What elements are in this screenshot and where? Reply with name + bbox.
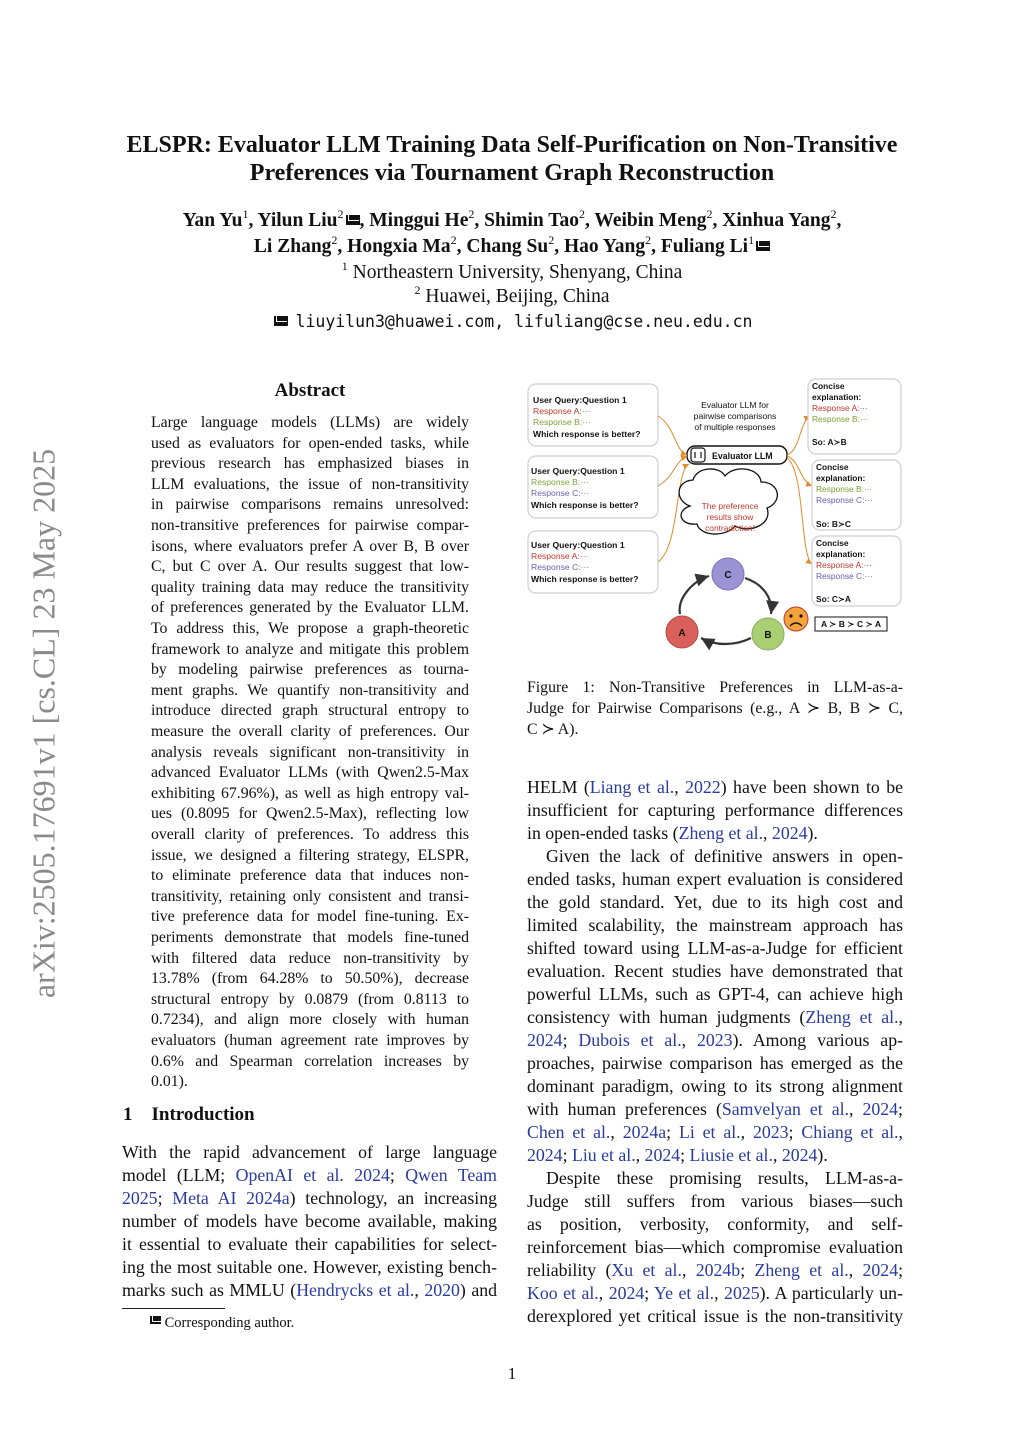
citation-link[interactable]: Samvelyan et al.: [721, 1099, 850, 1119]
author-line-1: Yan Yu$^1$, Yilun Liu$^2$ , Minggui He$^2$, Shimin Tao$^2$, Weibin Meng$^2$, Xinhua Yang$^2$,: [182, 207, 842, 231]
abstract-line: Large language models (LLMs) are widely: [151, 414, 469, 431]
abstract-line: non-transitive preferences for pairwise compar-: [151, 517, 469, 534]
citation-link[interactable]: Zheng et al.: [678, 823, 764, 843]
abstract-line: with filtered data reduce non-transitivity by: [151, 949, 469, 967]
abstract-line: by modeling pairwise preferences as tourna-: [151, 661, 469, 679]
footnote: Corresponding author.: [148, 1315, 294, 1332]
body-line: Judge still suffers from various biases—such: [527, 1191, 903, 1211]
emails: liuyilun3@huawei.com, lifuliang@cse.neu.edu.cn: [100, 312, 924, 331]
evaluator-title: pairwise comparisons: [693, 411, 777, 421]
abstract-line: issue, we designed a filtering strategy, ELSPR,: [151, 846, 469, 864]
citation-link[interactable]: 2024: [862, 1260, 899, 1280]
abstract-line: quality training data may reduce the transitivity: [151, 578, 469, 596]
svg-text:Response C:···: Response C:···: [816, 495, 873, 505]
envelope-icon: [346, 215, 360, 225]
evaluator-label: Evaluator LLM: [712, 451, 773, 461]
body-line: with human preferences (Samvelyan et al., 2024;: [527, 1099, 903, 1119]
citation-link[interactable]: Koo et al.: [527, 1283, 599, 1303]
abstract-line: C, but C over A. Our results suggest that low-: [151, 558, 469, 576]
body-line: derexplored yet critical issue is the non-transitivity: [527, 1306, 903, 1326]
abstract-line: 0.6% and Spearman correlation increases by: [151, 1052, 469, 1070]
body-line: Despite these promising results, LLM-as-a-: [546, 1168, 903, 1188]
cycle-label: A ≻ B ≻ C ≻ A: [820, 619, 882, 629]
abstract-line: evaluators (human agreement rate improves by: [151, 1032, 469, 1049]
svg-text:So: C≻A: So: C≻A: [816, 594, 851, 604]
citation-link[interactable]: Liu et al.: [571, 1145, 636, 1165]
response-a-label: Response A:···: [533, 406, 591, 416]
svg-text:C: C: [724, 570, 732, 581]
output-box-1: [808, 379, 901, 454]
abstract-line: advanced Evaluator LLMs (with Qwen2.5-Max: [151, 764, 469, 782]
figure-caption: Figure 1: Non-Transitive Preferences in LLM-as-a- Judge for Pairwise Comparisons (e.g., A ≻ B, B ≻ C, C ≻ A).: [527, 679, 903, 738]
intro-line: ing the most suitable one. However, existing bench-: [122, 1257, 497, 1277]
citation-link[interactable]: 2024: [862, 1099, 899, 1119]
abstract-line: of preferences generated by the Evaluator LLM.: [151, 599, 469, 617]
abstract-line: measure the overall clarity of preferences. Our: [151, 723, 469, 740]
citation-link[interactable]: Chiang et al.: [801, 1122, 899, 1142]
svg-text:Concise: Concise: [812, 381, 845, 391]
citation-link[interactable]: 2022: [685, 777, 721, 797]
query-box-2: [528, 456, 658, 518]
abstract-line: isons, where evaluators prefer A over B, B over: [151, 537, 469, 555]
body-line: evaluation. Recent studies have demonstrated that: [527, 961, 903, 981]
robot-icon: [691, 448, 705, 462]
evaluator-title: Evaluator LLM for: [701, 400, 769, 410]
abstract-line: transitivity, retaining only consistent and transi-: [151, 887, 469, 905]
svg-text:The preference: The preference: [701, 501, 759, 511]
evaluator-llm-box: [687, 446, 787, 464]
query-question: Which response is better?: [531, 574, 639, 584]
abstract-line: framework to analyze and mitigate this problem: [151, 640, 469, 658]
abstract-line: LLM evaluations, the issue of non-transitivity: [151, 475, 469, 493]
svg-text:contradiction!: contradiction!: [705, 523, 755, 533]
abstract-line: ues (0.8095 for Qwen2.5-Max), reflecting low: [151, 805, 469, 823]
body-line: limited scalability, the mainstream approach has: [527, 915, 903, 935]
abstract-line: ment graphs. We quantify non-transitivity and: [151, 681, 469, 699]
abstract-line: To address this, We propose a graph-theoretic: [151, 620, 469, 637]
svg-text:Concise: Concise: [816, 538, 849, 548]
intro-line: number of models have become available, making: [122, 1211, 497, 1231]
citation-link[interactable]: Dubois et al.: [578, 1030, 682, 1050]
abstract-line: exhibiting 67.96%), as well as high entropy val-: [151, 784, 469, 802]
abstract-line: structural entropy by 0.0879 (from 0.8113 to: [151, 990, 469, 1008]
svg-text:explanation:: explanation:: [812, 392, 862, 402]
citation-link[interactable]: 2025: [724, 1283, 760, 1303]
sad-face-icon: [784, 607, 808, 631]
abstract-line: to eliminate preference data that induces non-: [151, 867, 469, 885]
body-line: proaches, pairwise comparison has emerged as the: [527, 1053, 903, 1073]
intro-line: model (LLM; OpenAI et al. 2024; Qwen Team: [122, 1165, 498, 1185]
body-line: in open-ended tasks (Zheng et al., 2024).: [527, 823, 818, 843]
citation-link[interactable]: Meta AI 2024a: [172, 1188, 290, 1208]
body-line: Chen et al., 2024a; Li et al., 2023; Chiang et al.,: [527, 1122, 903, 1142]
body-line: dominant paradigm, owing to its strong alignment: [527, 1076, 903, 1096]
page-number: 1: [507, 1364, 517, 1383]
response-b-label: Response B:···: [533, 417, 591, 427]
query-box-1: [528, 384, 658, 446]
citation-link[interactable]: 2024: [644, 1145, 681, 1165]
svg-text:So: A≻B: So: A≻B: [812, 437, 847, 447]
query-question: Which response is better?: [533, 429, 641, 439]
body-line: 2024; Dubois et al., 2023). Among various ap-: [527, 1030, 904, 1050]
edge-c-b: [745, 578, 771, 614]
citation-link[interactable]: 2025: [122, 1188, 158, 1208]
citation-link[interactable]: 2020: [424, 1280, 460, 1300]
output-box-3: [812, 536, 901, 606]
abstract-line: 0.01).: [151, 1073, 188, 1091]
citation-link[interactable]: 2023: [752, 1122, 789, 1142]
citation-link[interactable]: Zheng et al.: [754, 1260, 849, 1280]
svg-text:Response A:···: Response A:···: [816, 560, 872, 570]
title-line-2: Preferences via Tournament Graph Reconstruction: [249, 160, 775, 186]
svg-text:So: B≻C: So: B≻C: [816, 519, 851, 529]
citation-link[interactable]: Qwen Team: [405, 1165, 498, 1185]
citation-link[interactable]: 2024: [781, 1145, 818, 1165]
svg-text:Response B:···: Response B:···: [816, 484, 873, 494]
body-line: powerful LLMs, such as GPT-4, can achieve high: [527, 984, 903, 1004]
citation-link[interactable]: 2024a: [622, 1122, 667, 1142]
footnote-rule: [122, 1308, 225, 1309]
abstract-line: 13.78% (from 64.28% to 50.50%), decrease: [151, 970, 469, 988]
svg-text:Concise: Concise: [816, 462, 849, 472]
abstract-line: used as evaluators for open-ended tasks, while: [151, 434, 469, 452]
query-title: User Query:Question 1: [533, 395, 627, 405]
body-line: Koo et al., 2024; Ye et al., 2025). A particularly un-: [527, 1283, 903, 1303]
body-line: reinforcement bias—which compromise evaluation: [527, 1237, 903, 1257]
citation-link[interactable]: 2024b: [695, 1260, 741, 1280]
figure-1: [525, 376, 905, 666]
citation-link[interactable]: Li et al.: [678, 1122, 741, 1142]
abstract-line: 0.7234), and align more closely with human: [151, 1011, 469, 1029]
query-title: User Query:Question 1: [531, 466, 625, 476]
body-line: insufficient for capturing performance differences: [527, 800, 903, 820]
envelope-icon: [756, 241, 770, 251]
abstract-line: overall clarity of preferences. To address this: [151, 826, 469, 843]
abstract-line: in pairwise comparisons remains unresolved:: [151, 496, 469, 514]
abstract-line: introduce directed graph structural entropy to: [151, 702, 469, 720]
abstract-line: periments demonstrate that models fine-tuned: [151, 929, 469, 946]
citation-link[interactable]: 2024: [771, 823, 808, 843]
envelope-icon: [150, 1316, 161, 1324]
citation-link[interactable]: Chen et al.: [527, 1122, 611, 1142]
citation-link[interactable]: 2024: [527, 1145, 563, 1165]
svg-text:Response A:···: Response A:···: [812, 403, 868, 413]
intro-line: With the rapid advancement of large language: [122, 1142, 497, 1162]
citation-link[interactable]: Xu et al.: [611, 1260, 682, 1280]
response-c-label: Response C:···: [531, 488, 590, 498]
citation-link[interactable]: Zheng et al.: [805, 1007, 899, 1027]
paper-title: [100, 131, 924, 187]
body-line: ended tasks, human expert evaluation is considered: [527, 869, 903, 889]
body-line: Given the lack of definitive answers in open-: [546, 846, 903, 866]
citation-link[interactable]: Liusie et al.: [689, 1145, 773, 1165]
abstract-line: tive preference data for model fine-tuning. Ex-: [151, 908, 469, 926]
citation-link[interactable]: OpenAI et al. 2024: [235, 1165, 390, 1185]
evaluator-title: of multiple responses: [694, 422, 776, 432]
body-line: reliability (Xu et al., 2024b; Zheng et al., 2024;: [527, 1260, 904, 1280]
intro-line: it essential to evaluate their capabilities for select-: [122, 1234, 497, 1254]
query-title: User Query:Question 1: [531, 540, 625, 550]
citation-link[interactable]: Liang et al.: [589, 777, 675, 797]
svg-text:A: A: [678, 628, 686, 639]
edge-b-a: [701, 638, 751, 644]
body-line: shifted toward using LLM-as-a-Judge for efficient: [527, 938, 903, 958]
affiliation-2: $^2$ Huawei, Beijing, China: [414, 283, 610, 307]
response-c-label: Response C:···: [531, 562, 590, 572]
response-b-label: Response B:···: [531, 477, 589, 487]
citation-link[interactable]: Hendrycks et al.: [296, 1280, 415, 1300]
body-line: as position, verbosity, conformity, and self-: [527, 1214, 903, 1234]
citation-link[interactable]: 2023: [697, 1030, 733, 1050]
svg-text:Response C:···: Response C:···: [816, 571, 873, 581]
svg-text:explanation:: explanation:: [816, 549, 866, 559]
query-box-3: [528, 531, 658, 593]
envelope-icon: [274, 316, 288, 326]
citation-link[interactable]: 2024: [527, 1030, 563, 1050]
citation-link[interactable]: Ye et al.: [654, 1283, 715, 1303]
response-a-label: Response A:···: [531, 551, 589, 561]
intro-line: 2025; Meta AI 2024a) technology, an increasing: [122, 1188, 497, 1208]
arxiv-stamp: arXiv:2505.17691v1 [cs.CL] 23 May 2025: [25, 448, 62, 999]
body-line: HELM (Liang et al., 2022) have been shown to be: [527, 777, 904, 797]
intro-line: marks such as MMLU (Hendrycks et al., 2020) and: [122, 1280, 498, 1300]
body-line: the gold standard. Yet, due to its high cost and: [527, 892, 903, 912]
abstract-heading: Abstract: [274, 380, 346, 401]
svg-text:results show: results show: [706, 512, 754, 522]
title-line-1: ELSPR: Evaluator LLM Training Data Self-Purification on Non-Transitive: [126, 132, 898, 158]
svg-text:B: B: [764, 630, 772, 641]
citation-link[interactable]: 2024: [608, 1283, 645, 1303]
svg-text:Response B:···: Response B:···: [812, 414, 869, 424]
section-heading-introduction: 1 Introduction: [123, 1104, 255, 1125]
abstract-line: analysis reveals significant non-transitivity in: [151, 743, 469, 761]
body-line: 2024; Liu et al., 2024; Liusie et al., 2024).: [527, 1145, 828, 1165]
affiliation-1: $^1$ Northeastern University, Shenyang, China: [341, 259, 683, 283]
edge-a-c: [680, 576, 709, 614]
svg-text:explanation:: explanation:: [816, 473, 866, 483]
query-question: Which response is better?: [531, 500, 639, 510]
body-line: consistency with human judgments (Zheng et al.,: [527, 1007, 903, 1027]
output-box-2: [812, 460, 901, 530]
abstract-line: previous research has emphasized biases in: [151, 455, 469, 473]
author-line-2: Li Zhang$^2$, Hongxia Ma$^2$, Chang Su$^2$, Hao Yang$^2$, Fuliang Li$^1$: [100, 236, 924, 258]
contradiction-cloud: [679, 469, 777, 534]
